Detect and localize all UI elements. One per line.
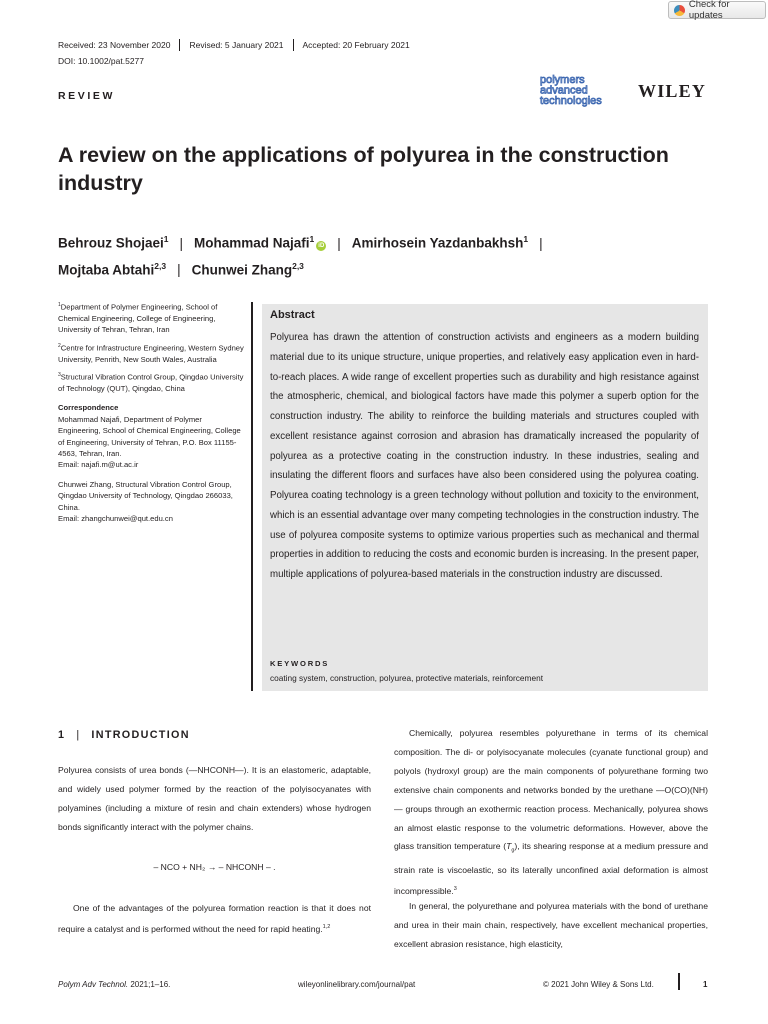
article-dates [58, 39, 410, 51]
paragraph: In general, the polyurethane and polyurea materials with the bond of urethane and urea in their main chain, respectively, have excellent mechanical properties, excellent abrasion resistance, high elasticity, [394, 901, 708, 949]
citation[interactable]: 1,2 [322, 923, 331, 930]
equation: – NCO + NH₂ → – NHCONH – . [153, 862, 276, 872]
affil-marker: 2,3 [292, 260, 304, 271]
abstract-rule [251, 302, 253, 691]
affil-marker: 2,3 [154, 260, 167, 271]
paragraph: Polyurea consists of urea bonds (—NHCONH—). It is an elastomeric, adaptable, and widely used polymer formed by the reaction of the polyisocyanates with polyamines (including a mixture of resin and chain extenders) whose hydrogen bonds significantly interact with the polymer chains. [58, 765, 371, 832]
journal-logo[interactable] [538, 73, 630, 107]
check-for-updates-button[interactable] [668, 1, 766, 19]
footer-citation: Polym Adv Technol. 2021;1–16. [58, 980, 171, 989]
affiliation: $^2$Centre for Infrastructure Engineering, Western Sydney University, Penrith, New South Wales, Australia [58, 342, 244, 364]
page-number: 1 [703, 980, 708, 989]
footer-url[interactable]: wileyonlinelibrary.com/journal/pat [298, 980, 416, 989]
crossmark-icon [674, 5, 685, 16]
accepted-date: Accepted: 20 February 2021 [302, 40, 410, 50]
abstract-text: Polyurea has drawn the attention of construction activists and engineers as a modern building material due to its unique structure, unique properties, and relatively easy application even in hard-to-reach places. A wide range of excellent properties such as durability and high resistance against the atmospheric, chemical, and biological factors have made this polymer a superb option for the construction industry. The ability to reinforce the building materials and structures coupled with excellent resistance against corrosion and abrasion has dramatically increased the popularity of polyurea as a protective coating in the construction industry. In these industries, sealing and insulating the different floors and surfaces have also been considered using the polyurea coating. Polyurea coating technology is a green technology without pollution and toxicity to the environment, which is an essential advantage over many competing technologies in the construction industry. The use of polyurea composite systems to optimize various properties such as mechanical and thermal properties in addition to reducing the costs and economic burden is increasing. In the present paper, multiple applications of polyurea-based materials in the construction industry are discussed. [270, 332, 699, 580]
received-date: Received: 23 November 2020 [58, 40, 171, 50]
logo-line-3: technologies [540, 95, 602, 107]
author-name[interactable]: Behrouz Shojaei [58, 235, 164, 251]
orcid-icon[interactable]: iD [318, 242, 325, 249]
author-name[interactable]: Amirhosein Yazdanbakhsh [351, 235, 524, 251]
author-name[interactable]: Chunwei Zhang [191, 262, 293, 277]
affil-marker: 1 [309, 234, 315, 244]
article-type: REVIEW [58, 90, 116, 102]
correspondence-contact-2: Chunwei Zhang, Structural Vibration Control Group, Qingdao University of Technology, Qingdao 266033, China. Email: zhangchunwei@qut.edu.cn [58, 479, 233, 524]
abstract-heading: Abstract [270, 309, 315, 321]
divider [179, 39, 180, 51]
logo-line-1: polymers [540, 74, 585, 86]
article-title: A review on the applications of polyurea in the construction industry [58, 143, 669, 195]
footer-copyright: © 2021 John Wiley & Sons Ltd. [543, 980, 654, 989]
citation[interactable]: 3 [453, 885, 457, 892]
paragraph: One of the advantages of the polyurea formation reaction is that it does not require a catalyst and is performed without the need for rapid heating.$^{1,2}$ [58, 903, 371, 934]
footer-divider [678, 973, 680, 990]
check-for-updates-label: Check for updates [688, 0, 730, 21]
correspondence-heading: Correspondence [58, 403, 119, 413]
affil-marker: 1 [163, 234, 169, 244]
author-name[interactable]: Mohammad Najafi [194, 235, 310, 251]
email-link[interactable]: Email: najafi.m@ut.ac.ir [58, 460, 139, 470]
correspondence-contact-1: Mohammad Najafi, Department of Polymer Engineering, School of Chemical Engineering, College of Engineering, University of Tehran, P.O. Box 11155-4563, Tehran, Iran. Email: najafi.m@ut.ac.ir [58, 414, 241, 470]
email-link[interactable]: Email: zhangchunwei@qut.edu.cn [58, 514, 173, 524]
section-heading: 1 | INTRODUCTION [58, 729, 190, 741]
author-name[interactable]: Mojtaba Abtahi [58, 262, 155, 277]
affiliation: $^1$Department of Polymer Engineering, School of Chemical Engineering, College of Engineering, University of Tehran, Tehran, Iran [58, 302, 218, 335]
divider [293, 39, 294, 51]
section-number: 1 [58, 729, 66, 741]
keywords-heading: KEYWORDS [270, 659, 330, 668]
author-list: Behrouz Shojaei$^1$ | Mohammad Najafi$^1$iD | Amirhosein Yazdanbakhsh$^1$ | Mojtaba Abtahi$^{2,3}$ | Chunwei Zhang$^{2,3}$ [58, 234, 543, 277]
affiliations [58, 300, 246, 530]
section-title: INTRODUCTION [91, 729, 190, 741]
keywords: coating system, construction, polyurea, protective materials, reinforcement [270, 673, 543, 683]
logo-line-2: advanced [540, 84, 588, 97]
revised-date: Revised: 5 January 2021 [189, 40, 284, 50]
publisher-logo[interactable]: WILEY [638, 81, 707, 101]
doi[interactable]: DOI: 10.1002/pat.5277 [58, 56, 145, 66]
affil-marker: 1 [523, 234, 529, 244]
affiliation: $^3$Structural Vibration Control Group, Qingdao University of Technology (QUT), Qingdao, China [58, 372, 244, 394]
paragraph: Chemically, polyurea resembles polyurethane in terms of its chemical composition. The di- or polyisocyanate molecules (cyanate functional group) and polyols (hydroxyl group) are the main components of polyurethane forming two extensive chain components and networks bonded by the urethane —O(CO)(NH)— groups through an exothermic reaction process. Mechanically, polyurea shows an almost elastic response to the volumetric deformations. However, above the glass transition temperature $(T_g)$, its shearing response at a medium pressure and strain rate is viscoelastic, so its laterally unconfined axial deformation is almost incompressible.$^3$ [394, 728, 709, 896]
